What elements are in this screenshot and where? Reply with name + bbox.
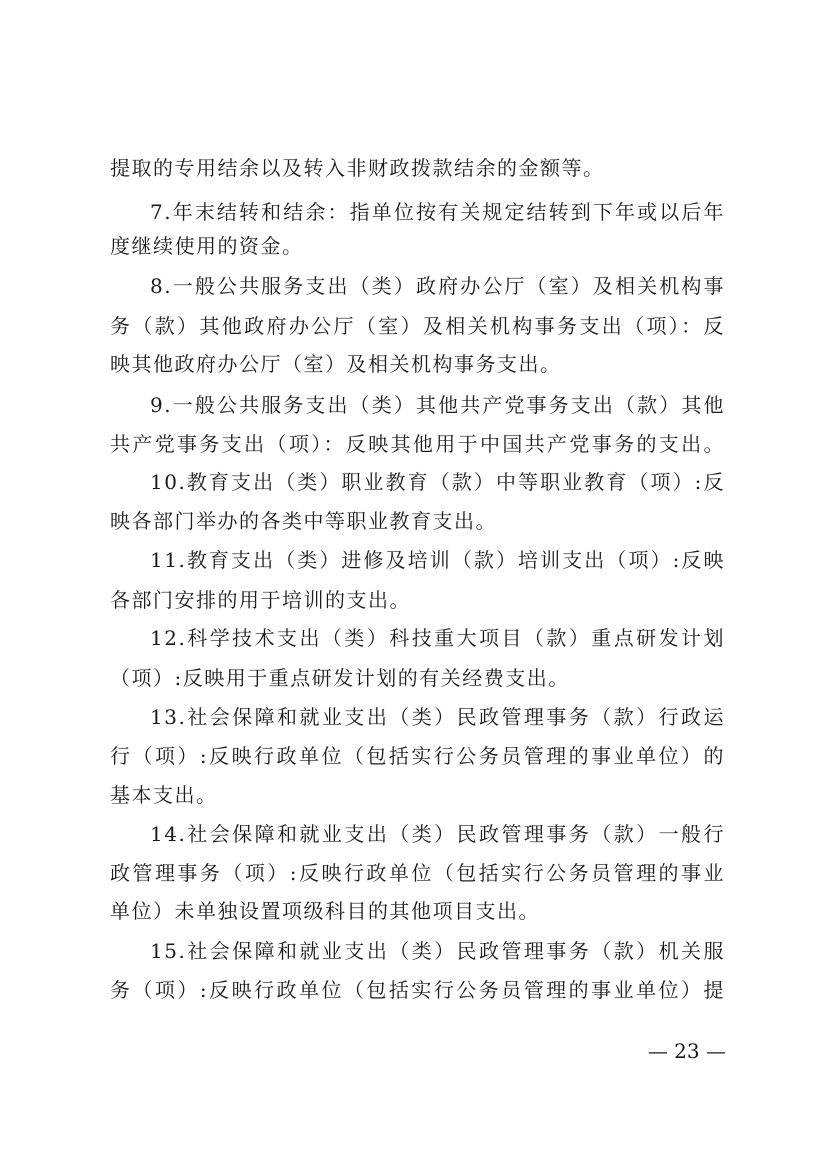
text-line-9: 10.教育支出（类）职业教育（款）中等职业教育（项）:反 <box>150 470 725 494</box>
text-line-8: 共产党事务支出（项）：反映其他用于中国共产党事务的支出。 <box>110 432 725 456</box>
text-line-18: 14.社会保障和就业支出（类）民政管理事务（款）一般行 <box>150 822 725 846</box>
text-line-21: 15.社会保障和就业支出（类）民政管理事务（款）机关服 <box>150 939 725 963</box>
text-line-2: 7.年末结转和结余：指单位按有关规定结转到下年或以后年 <box>150 200 725 224</box>
text-line-13: 12.科学技术支出（类）科技重大项目（款）重点研发计划 <box>150 626 725 650</box>
text-line-7: 9.一般公共服务支出（类）其他共产党事务支出（款）其他 <box>150 393 725 417</box>
text-line-15: 13.社会保障和就业支出（类）民政管理事务（款）行政运 <box>150 705 725 729</box>
text-line-20: 单位）未单独设置项级科目的其他项目支出。 <box>110 899 540 923</box>
page-number: — 23 — <box>647 1039 726 1063</box>
text-line-22: 务（项）:反映行政单位（包括实行公务员管理的事业单位）提 <box>110 978 725 1002</box>
text-line-11: 11.教育支出（类）进修及培训（款）培训支出（项）:反映 <box>150 548 725 572</box>
text-line-17: 基本支出。 <box>110 783 218 807</box>
text-line-10: 映各部门举办的各类中等职业教育支出。 <box>110 509 497 533</box>
text-line-6: 映其他政府办公厅（室）及相关机构事务支出。 <box>110 352 562 376</box>
text-line-1: 提取的专用结余以及转入非财政拨款结余的金额等。 <box>110 156 605 180</box>
text-line-16: 行（项）:反映行政单位（包括实行公务员管理的事业单位）的 <box>110 744 725 768</box>
text-line-5: 务（款）其他政府办公厅（室）及相关机构事务支出（项）：反 <box>110 314 725 338</box>
text-line-4: 8.一般公共服务支出（类）政府办公厅（室）及相关机构事 <box>150 274 725 298</box>
text-line-19: 政管理事务（项）:反映行政单位（包括实行公务员管理的事业 <box>110 861 725 885</box>
text-line-14: （项）:反映用于重点研发计划的有关经费支出。 <box>110 666 570 690</box>
text-line-12: 各部门安排的用于培训的支出。 <box>110 588 411 612</box>
text-line-3: 度继续使用的资金。 <box>110 234 304 258</box>
